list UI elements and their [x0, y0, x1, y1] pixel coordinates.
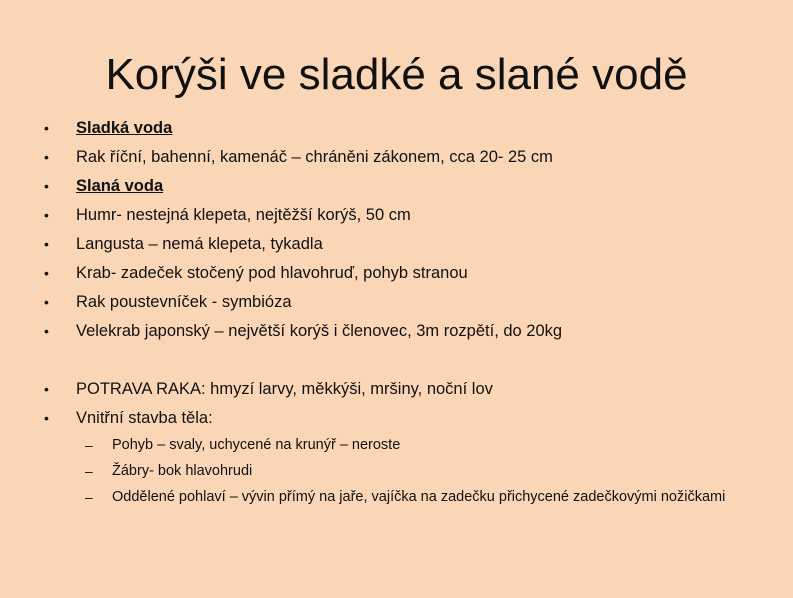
list-item [44, 319, 764, 348]
bullet-icon: • [44, 294, 49, 310]
list-item-text: Velekrab japonský – největší korýš i členovec, 3m rozpětí, do 20kg [76, 322, 563, 340]
list-item [44, 377, 764, 406]
list-item [44, 261, 764, 290]
bullet-icon: • [44, 323, 49, 339]
list-item-text: Rak poustevníček - symbióza [76, 293, 292, 311]
list-item-text: Krab- zadeček stočený pod hlavohruď, pohyb stranou [76, 264, 468, 282]
bullet-list [44, 116, 764, 513]
sub-list-item-text: Oddělené pohlaví – vývin přímý na jaře, vajíčka na zadečku přichycené zadečkovými nožičkami [112, 489, 726, 505]
list-item [44, 203, 764, 232]
dash-icon: – [85, 437, 93, 453]
list-item [44, 174, 764, 203]
dash-icon: – [85, 489, 93, 505]
bullet-icon: • [44, 236, 49, 252]
sub-list-item [44, 487, 732, 508]
bullet-icon: • [44, 120, 49, 136]
dash-icon: – [85, 463, 93, 479]
list-item-text: Sladká voda [76, 119, 173, 137]
bullet-icon: • [44, 149, 49, 165]
sub-list-item [44, 435, 732, 456]
list-spacer [44, 348, 764, 377]
bullet-icon: • [44, 410, 49, 426]
slide-title: Korýši ve sladké a slané vodě [105, 50, 688, 99]
bullet-icon: • [44, 381, 49, 397]
bullet-icon: • [44, 207, 49, 223]
list-item-text: Humr- nestejná klepeta, nejtěžší korýš, 50 cm [76, 206, 411, 224]
list-item [44, 290, 764, 319]
list-item-text: Slaná voda [76, 177, 164, 195]
sub-list-item-text: Žábry- bok hlavohrudi [112, 463, 253, 479]
list-item-text: Vnitřní stavba těla: [76, 409, 213, 427]
list-item-text: POTRAVA RAKA: hmyzí larvy, měkkýši, mršiny, noční lov [76, 380, 493, 398]
sub-list-item [44, 461, 732, 482]
list-item [44, 116, 764, 145]
list-item-text: Langusta – nemá klepeta, tykadla [76, 235, 323, 253]
list-item [44, 406, 764, 435]
sub-list-item-text: Pohyb – svaly, uchycené na krunýř – neroste [112, 437, 401, 453]
sub-list-container [44, 435, 764, 508]
bullet-icon: • [44, 265, 49, 281]
bullet-icon: • [44, 178, 49, 194]
list-item [44, 145, 764, 174]
list-item [44, 232, 764, 261]
sub-list [44, 435, 764, 508]
list-item-text: Rak říční, bahenní, kamenáč – chráněni zákonem, cca 20- 25 cm [76, 148, 553, 166]
